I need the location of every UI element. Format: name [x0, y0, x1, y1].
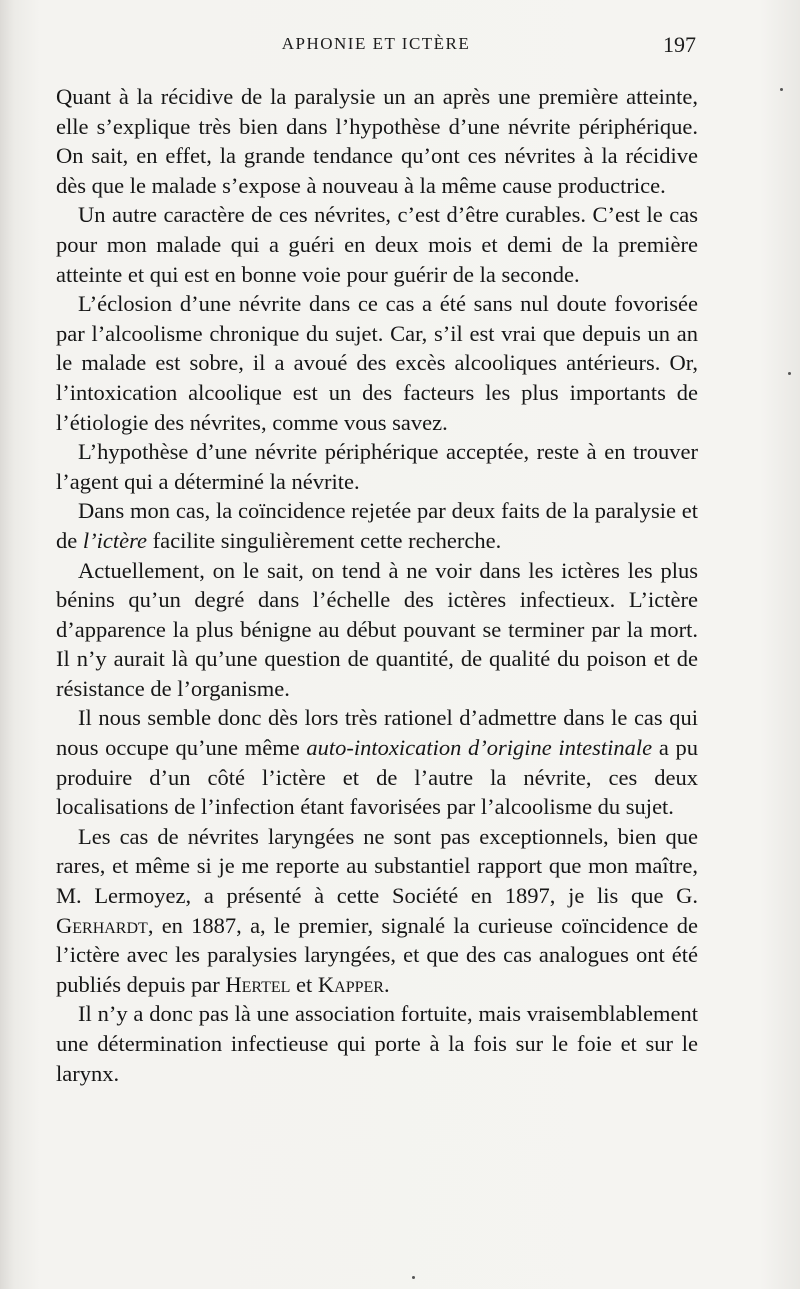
paragraph-8-text-d: . [383, 971, 390, 997]
paragraph-3: L’éclosion d’une névrite dans ce cas a été sans nul doute fovorisée par l’alcoolisme chronique du sujet. Car, s’il est vrai que depuis un an le malade est sobre, il a avoué des excès alcooliques antérieurs. Or, l’intoxication alcoolique est un des facteurs les plus importants de l’étiologie des névrites, comme vous savez. [56, 291, 698, 435]
paper-speck [788, 372, 791, 375]
author-name-kapper: Kapper [317, 971, 384, 997]
paragraph-8-text-c: et [290, 971, 318, 997]
paragraph-5-text: Dans mon cas, la coïncidence rejetée par deux faits de la paralysie et de [56, 498, 698, 553]
paragraph-4: L’hypothèse d’une névrite périphérique acceptée, reste à en trouver l’agent qui a déterminé la névrite. [56, 439, 698, 494]
author-name-hertel: Hertel [225, 971, 291, 997]
paragraph-9: Il n’y a donc pas là une association fortuite, mais vraisemblablement une détermination infectieuse qui porte à la fois sur le foie et sur le larynx. [56, 1001, 698, 1086]
running-title: APHONIE ET ICTÈRE [281, 34, 471, 53]
paragraph-7 [56, 703, 698, 821]
body-text [56, 82, 698, 1088]
paragraph-7-italic: auto-intoxication d’origine intestinale [306, 735, 653, 761]
paragraph-2: Un autre caractère de ces névrites, c’est d’être curables. C’est le cas pour mon malade qui a guéri en deux mois et demi de la première atteinte et qui est en bonne voie pour guérir de la seconde. [56, 202, 698, 287]
author-name-gerhardt: Gerhardt [56, 912, 148, 938]
paragraph-5-text-end: facilite singulièrement cette recherche. [147, 527, 502, 553]
paragraph-5-italic: l’ictère [82, 527, 148, 553]
paragraph-1: Quant à la récidive de la paralysie un an après une première atteinte, elle s’explique très bien dans l’hypothèse d’une névrite périphérique. On sait, en effet, la grande tendance qu’ont ces névrites à la récidive dès que le malade s’expose à nouveau à la même cause productrice. [56, 84, 698, 198]
paragraph-7-text: Il nous semble donc dès lors très rationel d’admettre dans le cas qui nous occupe qu’une même [56, 705, 698, 761]
paragraph-8-text-b: , en 1887, a, le premier, signalé la curieuse coïncidence de l’ictère avec les paralysies laryngées, et que des cas analogues ont été publiés depuis par [56, 912, 698, 997]
paragraph-5 [56, 496, 698, 555]
paper-speck [412, 1276, 415, 1279]
paragraph-7-text-end: a pu produire d’un côté l’ictère et de l’autre la névrite, ces deux localisations de l’infection étant favorisées par l’alcoolisme du sujet. [56, 735, 698, 820]
paragraph-8 [56, 822, 698, 1000]
paragraph-8-text-a: Les cas de névrites laryngées ne sont pas exceptionnels, bien que rares, et même si je me reporte au substantiel rapport que mon maître, M. Lermoyez, a présenté à cette Société en 1897, je lis que G. [56, 823, 698, 909]
running-header [54, 32, 698, 60]
paragraph-6: Actuellement, on le sait, on tend à ne voir dans les ictères les plus bénins qu’un degré dans l’échelle des ictères infectieux. L’ictère d’apparence la plus bénigne au début pouvant se terminer par la mort. Il n’y aurait là qu’une question de quantité, de qualité du poison et de résistance de l’organisme. [56, 557, 698, 701]
paper-speck [780, 88, 783, 91]
page-number: 197 [663, 32, 696, 57]
